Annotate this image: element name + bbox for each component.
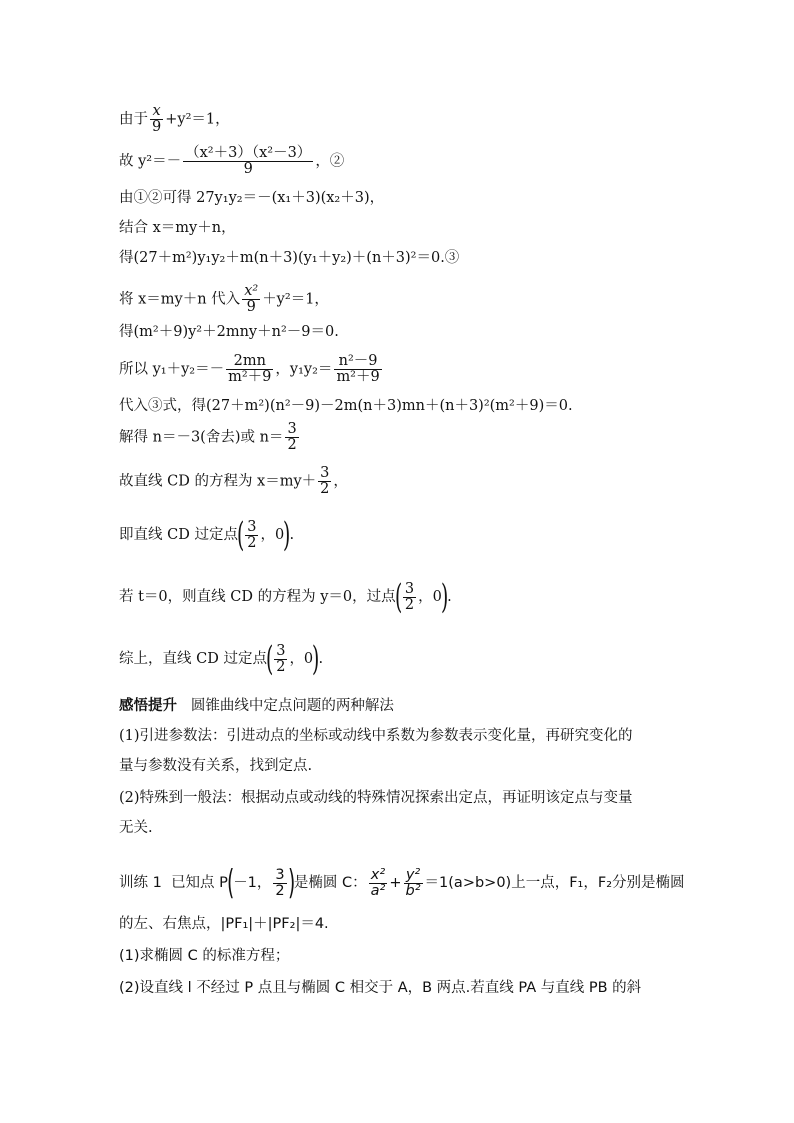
left-paren: ( (226, 863, 235, 903)
numerator: 3 (404, 580, 415, 597)
insight-item-1a: (1)引进参数法：引进动点的坐标或动线中系数为参数表示变化量，再研究变化的 (119, 728, 633, 744)
text: ， (333, 473, 348, 490)
numerator: 3 (276, 642, 286, 659)
solution-line-8 (119, 354, 384, 385)
fraction (369, 868, 388, 899)
solution-line-13: 若 t＝0，则直线 CD 的方程为 y＝0，过点( $\frac{3}{2}$ ，0). (119, 577, 452, 617)
denominator: 2 (275, 882, 285, 899)
solution-line-10 (119, 422, 301, 453)
denominator: m²＋9 (336, 369, 380, 385)
text: ，0 (418, 589, 442, 605)
numerator: y² (404, 868, 423, 884)
numerator: x² (369, 868, 388, 884)
text: 解得 n＝－3(舍去)或 n＝ (119, 429, 284, 446)
fraction (318, 466, 331, 497)
denominator: 2 (276, 658, 286, 675)
text: －1， (233, 875, 272, 891)
left-paren: ( (394, 577, 402, 617)
text: 故 y²＝－ (119, 153, 182, 170)
text: ，0 (289, 651, 314, 667)
numerator: x (150, 104, 163, 120)
left-paren: ( (265, 639, 274, 679)
text: ＋y²＝1， (262, 291, 329, 308)
solution-line-3: 由①②可得 27y₁y₂＝－(x₁＋3)(x₂＋3)， (119, 190, 385, 206)
fraction (150, 104, 163, 135)
right-paren: ) (312, 639, 320, 679)
numerator: n²－9 (334, 354, 381, 370)
text: 若 t＝0，则直线 CD 的方程为 y＝0，过点 (119, 589, 396, 605)
denominator: m²＋9 (228, 369, 272, 385)
fraction (274, 644, 287, 675)
numerator: 3 (275, 866, 285, 883)
fraction (245, 520, 258, 551)
right-paren: ) (283, 515, 291, 555)
text: 将 x＝my＋n 代入 (119, 291, 241, 308)
numerator: x² (244, 283, 259, 299)
solution-line-11 (119, 466, 348, 497)
solution-line-12: 即直线 CD 过定点( $\frac{3}{2}$ ，0). (119, 515, 295, 555)
exercise-line-1 (119, 863, 685, 903)
insight-label: 感悟提升 (119, 698, 177, 714)
text: 故直线 CD 的方程为 x＝my＋ (119, 473, 317, 490)
denominator: 9 (246, 299, 256, 315)
right-paren: ) (440, 577, 449, 617)
solution-line-4: 结合 x＝my＋n， (119, 220, 236, 236)
solution-line-2 (119, 146, 344, 177)
text: ＝1(a>b>0)上一点，F₁，F₂分别是椭圆 (424, 875, 685, 891)
solution-line-1 (119, 104, 230, 135)
text: 即直线 CD 过定点 (119, 527, 238, 543)
insight-item-2b: 无关. (119, 820, 153, 836)
numerator: （x²＋3）（x²－3） (185, 145, 312, 161)
fraction (404, 868, 423, 899)
text: ，0 (260, 527, 285, 543)
text: +y²＝1， (165, 111, 230, 128)
solution-line-14: 综上，直线 CD 过定点( $\frac{3}{2}$ ，0). (119, 639, 324, 679)
exercise-question-1: (1)求椭圆 C 的标准方程； (119, 948, 290, 964)
solution-line-5: 得(27＋m²)y₁y₂＋m(n＋3)(y₁＋y₂)＋(n＋3)²＝0.③ (119, 250, 460, 266)
denominator: 2 (247, 534, 257, 551)
right-paren: ) (287, 863, 295, 903)
fraction (403, 582, 416, 613)
fraction (226, 354, 273, 385)
text: 综上，直线 CD 过定点 (119, 651, 267, 667)
solution-line-7: 得(m²＋9)y²＋2mny＋n²－9＝0. (119, 324, 339, 340)
text: + (389, 875, 402, 891)
solution-line-6 (119, 284, 329, 315)
fraction (183, 146, 313, 177)
denominator: 2 (287, 437, 297, 453)
denominator: 2 (404, 596, 415, 613)
left-paren: ( (236, 515, 245, 555)
fraction (334, 354, 381, 385)
text: ，② (315, 153, 345, 170)
text: 由于 (119, 111, 148, 128)
insight-item-1b: 量与参数没有关系，找到定点. (119, 758, 313, 774)
numerator: 3 (320, 465, 330, 481)
solution-line-9: 代入③式，得(27＋m²)(n²－9)－2m(n＋3)mn＋(n＋3)²(m²＋9)＝0. (119, 398, 573, 414)
fraction (285, 422, 298, 453)
denominator: b² (405, 882, 421, 899)
exercise-question-2: (2)设直线 l 不经过 P 点且与椭圆 C 相交于 A，B 两点.若直线 PA 与直线 PB 的斜 (119, 980, 642, 996)
insight-heading (119, 696, 394, 716)
text: ，y₁y₂＝ (275, 361, 333, 378)
denominator: 2 (320, 481, 330, 497)
numerator: 3 (247, 518, 257, 535)
fraction (242, 284, 260, 315)
text: 是椭圆 C： (293, 875, 367, 891)
denominator: 9 (243, 161, 253, 177)
fraction (273, 868, 286, 899)
denominator: a² (370, 882, 386, 899)
text: 已知点 P (171, 875, 228, 891)
numerator: 2mn (226, 354, 273, 370)
text: 所以 y₁＋y₂＝－ (119, 361, 225, 378)
exercise-line-2: 的左、右焦点，|PF₁|＋|PF₂|＝4. (119, 916, 329, 932)
denominator: 9 (152, 119, 162, 135)
exercise-label: 训练 1 (119, 875, 162, 891)
insight-item-2a: (2)特殊到一般法：根据动点或动线的特殊情况探索出定点，再证明该定点与变量 (119, 790, 633, 806)
numerator: 3 (287, 421, 297, 437)
insight-title: 圆锥曲线中定点问题的两种解法 (190, 698, 394, 714)
